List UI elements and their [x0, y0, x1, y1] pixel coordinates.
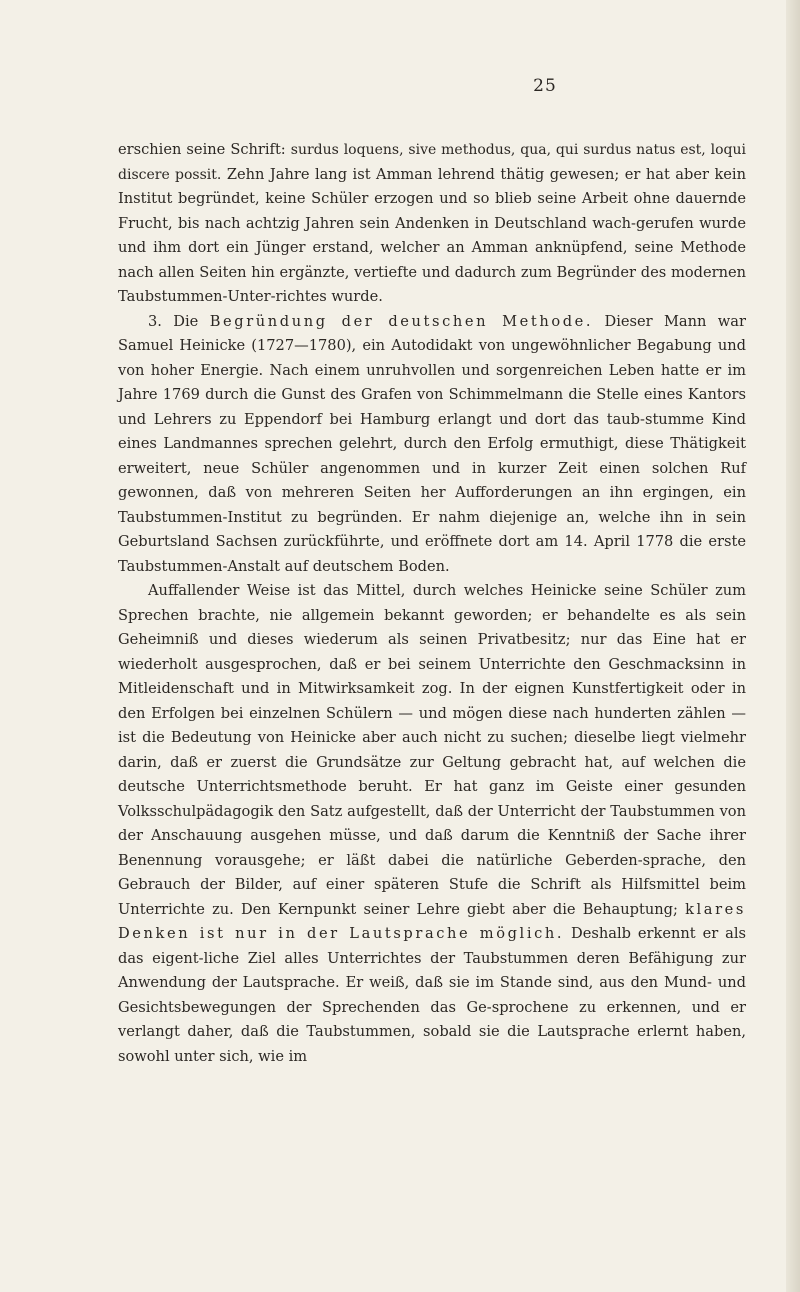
body-text — [118, 138, 746, 1069]
latin-title: surdus loquens, sive methodus, qua, qui surdus natus est, loqui discere possit. — [118, 142, 746, 183]
paragraph-ammann — [118, 138, 746, 310]
text-run: erschien seine Schrift: — [118, 141, 291, 158]
page-edge — [786, 0, 800, 1292]
section-number: 3. Die — [148, 312, 210, 330]
text-run: Deshalb erkennt er als das eigent-liche Ziel alles Unterrichtes der Taubstummen deren Befähigung zur Anwendung der Lautsprache. Er weiß, daß sie im Stande sind, aus den Mund- und Gesichtsbewegungen der Sprechenden das Ge-sprochene zu erkennen, und er verlangt daher, daß die Taubstummen, sobald sie die Lautsprache erlernt haben, sowohl unter sich, wie im — [118, 925, 746, 1065]
emphasized-thesis: klares Denken ist nur in der Lautsprache möglich. — [118, 900, 746, 942]
text-run: Dieser Mann war Samuel Heinicke (1727—1780), ein Autodidakt von ungewöhnlicher Begabung und von hoher Energie. Nach einem unruhvollen und sorgenreichen Leben hatte er im Jahre 1769 durch die Gunst des Grafen von Schimmelmann die Stelle eines Kantors und Lehrers zu Eppendorf bei Hamburg erlangt und dort das taub-stumme Kind eines Landmannes sprechen gelehrt, durch den Erfolg ermuthigt, diese Thätigkeit erweitert, neue Schüler angenommen und in kurzer Zeit einen solchen Ruf gewonnen, daß von mehreren Seiten her Aufforderungen an ihn ergingen, ein Taubstummen-Institut zu begründen. Er nahm diejenige an, welche ihn in sein Geburtsland Sachsen zurückführte, und eröffnete dort am 14. April 1778 die erste Taubstummen-Anstalt auf deutschem Boden. — [118, 312, 746, 575]
text-run: Zehn Jahre lang ist Amman lehrend thätig gewesen; er hat aber kein Institut begründet, keine Schüler erzogen und so blieb seine Arbeit ohne dauernde Frucht, bis nach achtzig Jahren sein Andenken in Deutschland wach-gerufen wurde und ihm dort ein Jünger erstand, welcher an Amman anknüpfend, seine Methode nach allen Seiten hin ergänzte, vertiefte und dadurch zum Begründer des modernen Taubstummen-Unter-richtes wurde. — [118, 165, 746, 305]
text-run: Auffallender Weise ist das Mittel, durch welches Heinicke seine Schüler zum Sprechen brachte, nie allgemein bekannt geworden; er behandelte es als sein Geheimniß und dieses wiederum als seinen Privatbesitz; nur das Eine hat er wiederholt ausgesprochen, daß er bei seinem Unterrichte den Geschmacksinn in Mitleidenschaft und in Mitwirksamkeit zog. In der eignen Kunstfertigkeit oder in den Erfolgen bei einzelnen Schülern — und mögen diese nach hunderten zählen — ist die Bedeutung von Heinicke aber auch nicht zu suchen; dieselbe liegt vielmehr darin, daß er zuerst die Grundsätze zur Geltung gebracht hat, auf welchen die deutsche Unterrichtsmethode beruht. Er hat ganz im Geiste einer gesunden Volksschulpädagogik den Satz aufgestellt, daß der Unterricht der Taubstummen von der Anschauung ausgehen müsse, und daß darum die Kenntniß der Sache ihrer Benennung vorausgehe; er läßt dabei die natürliche Geberden-sprache, den Gebrauch der Bilder, auf einer späteren Stufe die Schrift als Hilfsmittel beim Unterrichte zu. Den Kernpunkt seiner Lehre giebt aber die Behauptung; — [118, 582, 746, 918]
section-heading: Begründung der deutschen Methode. — [209, 312, 594, 330]
paragraph-heinicke-method — [118, 579, 746, 1069]
page-number: 25 — [533, 76, 557, 96]
paragraph-section-3 — [118, 310, 746, 580]
